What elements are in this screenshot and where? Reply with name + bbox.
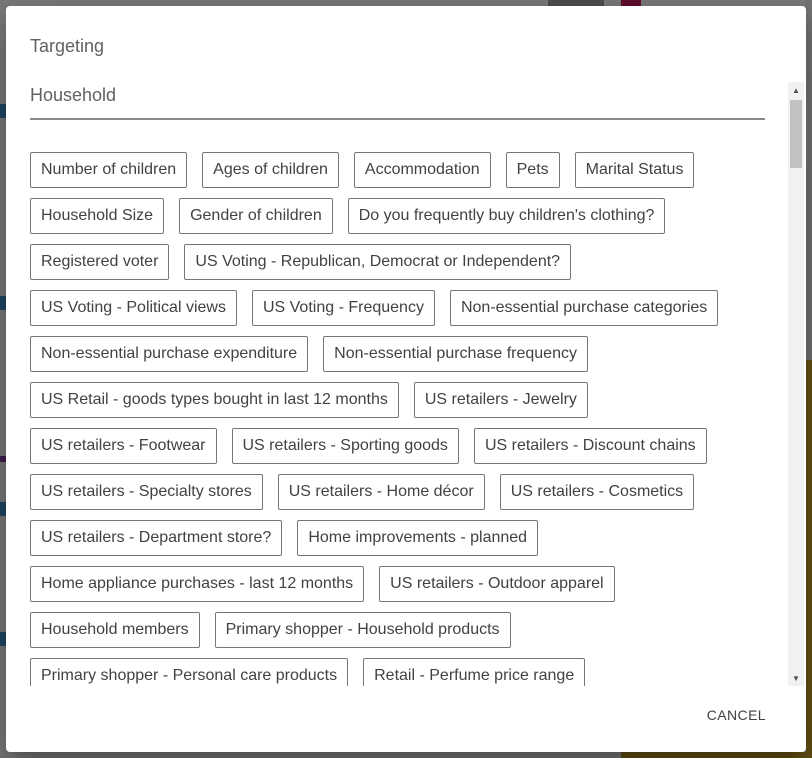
targeting-chip[interactable]: US retailers - Cosmetics — [500, 474, 694, 510]
targeting-chip[interactable]: Non-essential purchase frequency — [323, 336, 588, 372]
vertical-scrollbar[interactable] — [788, 82, 804, 686]
scroll-down-arrow-icon[interactable]: ▼ — [792, 673, 800, 683]
targeting-chip[interactable]: US retailers - Home décor — [278, 474, 485, 510]
targeting-chip[interactable]: US retailers - Discount chains — [474, 428, 707, 464]
section-heading-household: Household — [30, 84, 765, 120]
targeting-chip[interactable]: US retailers - Jewelry — [414, 382, 588, 418]
targeting-chip[interactable]: Ages of children — [202, 152, 339, 188]
targeting-chip[interactable]: US Retail - goods types bought in last 12 months — [30, 382, 399, 418]
targeting-dialog — [6, 6, 806, 752]
targeting-chip[interactable]: Marital Status — [575, 152, 695, 188]
targeting-chip[interactable]: Non-essential purchase categories — [450, 290, 718, 326]
scroll-up-arrow-icon[interactable]: ▲ — [792, 85, 800, 95]
targeting-chip[interactable]: Gender of children — [179, 198, 333, 234]
targeting-chip[interactable]: Household members — [30, 612, 200, 648]
chip-scroll-area[interactable] — [30, 152, 770, 686]
targeting-chip[interactable]: Registered voter — [30, 244, 169, 280]
dialog-title: Targeting — [30, 36, 105, 56]
cancel-button[interactable]: CANCEL — [706, 707, 766, 723]
targeting-chip[interactable]: Primary shopper - Personal care products — [30, 658, 348, 686]
targeting-chip[interactable]: Accommodation — [354, 152, 491, 188]
targeting-chip[interactable]: US retailers - Department store? — [30, 520, 282, 556]
scrollbar-thumb[interactable] — [790, 100, 802, 168]
targeting-chip-list — [30, 152, 770, 686]
targeting-chip[interactable]: US Voting - Frequency — [252, 290, 435, 326]
targeting-chip[interactable]: Do you frequently buy children's clothing? — [348, 198, 666, 234]
targeting-chip[interactable]: Household Size — [30, 198, 164, 234]
targeting-chip[interactable]: US retailers - Outdoor apparel — [379, 566, 614, 602]
dialog-actions — [707, 707, 766, 725]
targeting-chip[interactable]: US retailers - Specialty stores — [30, 474, 263, 510]
targeting-chip[interactable]: Retail - Perfume price range — [363, 658, 585, 686]
targeting-chip[interactable]: US retailers - Footwear — [30, 428, 217, 464]
targeting-chip[interactable]: US retailers - Sporting goods — [232, 428, 459, 464]
targeting-chip[interactable]: Non-essential purchase expenditure — [30, 336, 308, 372]
targeting-chip[interactable]: Primary shopper - Household products — [215, 612, 511, 648]
targeting-chip[interactable]: Number of children — [30, 152, 187, 188]
targeting-chip[interactable]: US Voting - Republican, Democrat or Independent? — [184, 244, 571, 280]
targeting-chip[interactable]: US Voting - Political views — [30, 290, 237, 326]
targeting-chip[interactable]: Home improvements - planned — [297, 520, 538, 556]
targeting-chip[interactable]: Home appliance purchases - last 12 months — [30, 566, 364, 602]
targeting-chip[interactable]: Pets — [506, 152, 560, 188]
